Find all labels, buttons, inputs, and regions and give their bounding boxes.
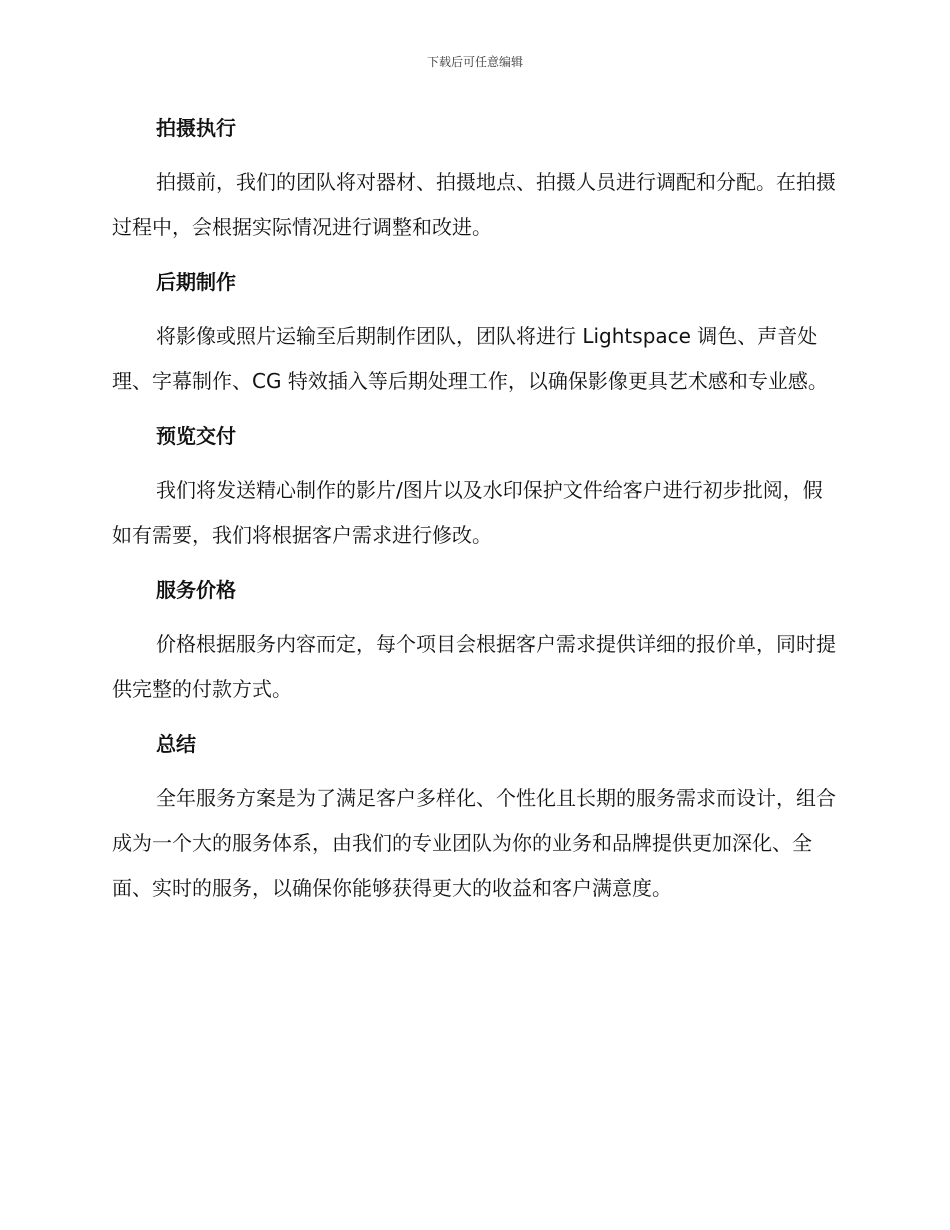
section-title-shooting-execution: 拍摄执行	[156, 116, 236, 140]
section-shooting-execution	[112, 111, 840, 250]
section-title-preview-delivery: 预览交付	[156, 424, 236, 448]
section-summary	[112, 727, 840, 911]
section-body-summary: 全年服务方案是为了满足客户多样化、个性化且长期的服务需求而设计，组合成为一个大的服务体系，由我们的专业团队为你的业务和品牌提供更加深化、全面、实时的服务，以确保你能够获得更大的收益和客户满意度。	[112, 786, 836, 900]
section-title-post-production: 后期制作	[156, 270, 236, 294]
section-body-preview-delivery: 我们将发送精心制作的影片/图片以及水印保护文件给客户进行初步批阅，假如有需要，我们将根据客户需求进行修改。	[112, 478, 823, 547]
section-service-price	[112, 573, 840, 712]
section-post-production	[112, 265, 840, 404]
section-title-summary: 总结	[156, 732, 196, 756]
section-title-service-price: 服务价格	[156, 578, 236, 602]
document-content	[112, 111, 840, 926]
section-body-service-price: 价格根据服务内容而定，每个项目会根据客户需求提供详细的报价单，同时提供完整的付款方式。	[112, 632, 836, 701]
section-body-post-production: 将影像或照片运输至后期制作团队，团队将进行 Lightspace 调色、声音处理、字幕制作、CG 特效插入等后期处理工作，以确保影像更具艺术感和专业感。	[112, 324, 828, 393]
section-preview-delivery	[112, 419, 840, 558]
section-body-shooting-execution: 拍摄前，我们的团队将对器材、拍摄地点、拍摄人员进行调配和分配。在拍摄过程中，会根据实际情况进行调整和改进。	[112, 170, 836, 239]
page-header: 下载后可任意编辑	[426, 55, 523, 69]
